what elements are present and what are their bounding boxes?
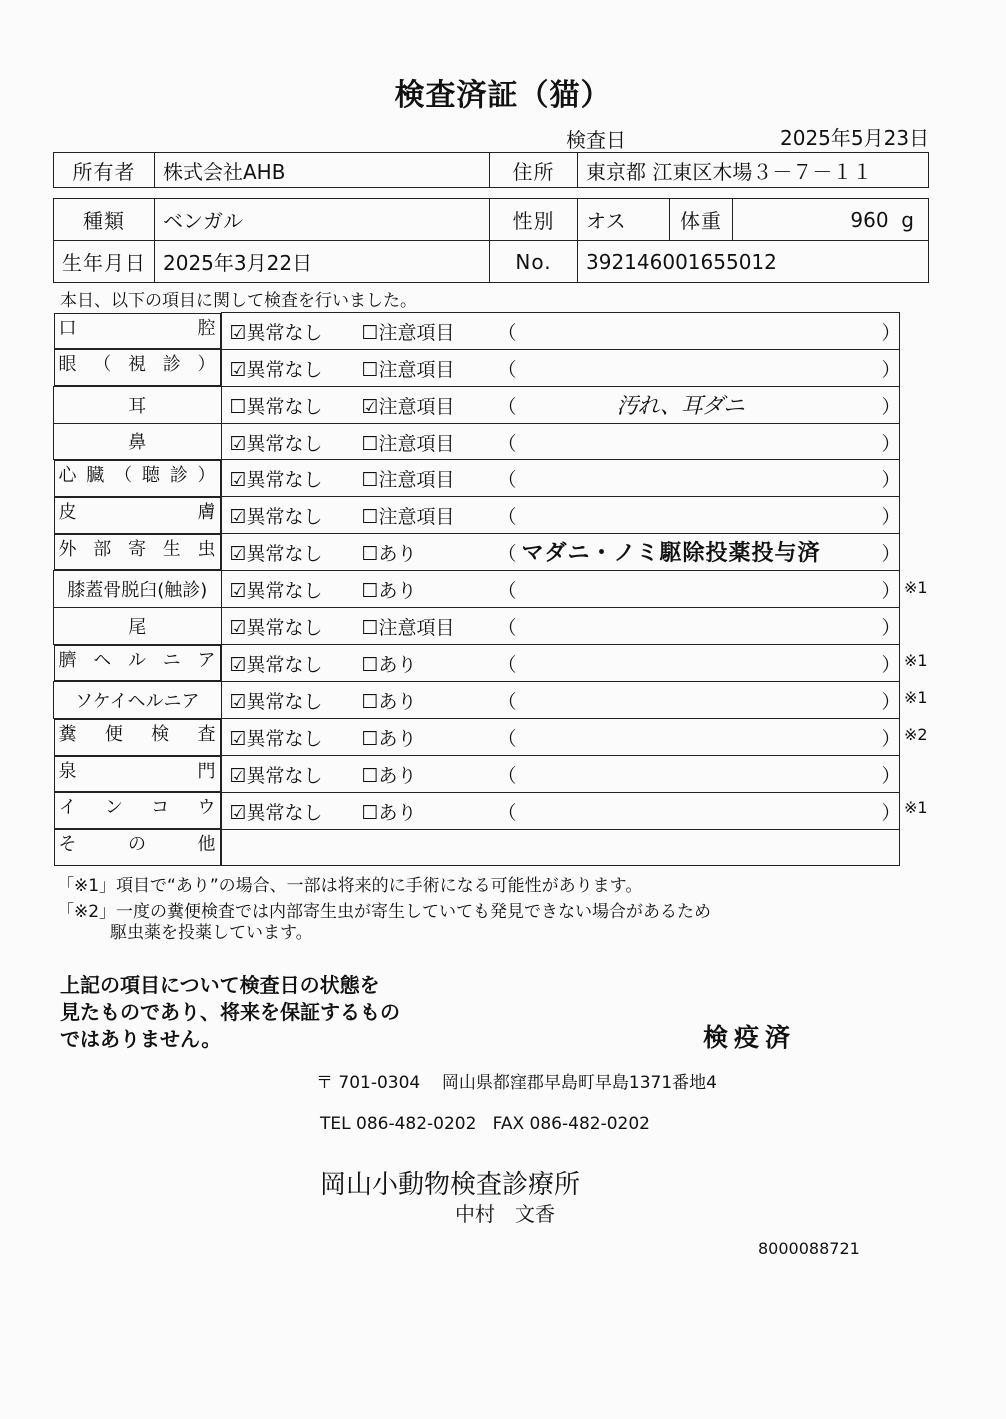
item-label: 眼 （ 視 診 ） (54, 349, 221, 386)
checkbox-icon: ☑ (229, 653, 247, 676)
disclaimer-line: 見たものであり、将来を保証するもの (60, 1000, 400, 1024)
paren-close: ） (881, 543, 901, 566)
attention-option[interactable]: ☐あり (361, 691, 417, 714)
item-label: そ の 他 (54, 829, 221, 866)
attention-option[interactable]: ☐あり (361, 653, 417, 676)
inspection-row (54, 313, 900, 350)
clinic-address: 岡山県都窪郡早島町早島1371番地4 (441, 1073, 717, 1093)
postal-code: 〒 701-0304 (316, 1073, 421, 1093)
checkbox-icon: ☑ (229, 358, 247, 381)
checkbox-icon: ☐ (361, 691, 379, 714)
attention-option[interactable]: ☑注意項目 (361, 395, 455, 418)
paren-close: ） (881, 801, 901, 824)
tel: TEL 086-482-0202 (320, 1114, 477, 1134)
paren-close: ） (881, 395, 901, 418)
checkbox-icon: ☑ (229, 691, 247, 714)
footnote-mark: ※1 (904, 651, 928, 671)
paren-close: ） (881, 765, 901, 788)
item-label: 鼻 (54, 423, 222, 460)
footnote-2: 「※2」一度の糞便検査では内部寄生虫が寄生していても発見できない場合があるため (57, 902, 712, 922)
weight-cell (733, 199, 929, 241)
address-label: 住所 (490, 153, 578, 188)
paren-close: ） (881, 691, 901, 714)
inspection-row (54, 756, 900, 793)
checkbox-icon: ☑ (229, 432, 247, 455)
checkbox-icon: ☐ (361, 653, 379, 676)
disclaimer-line: 上記の項目について検査日の状態を (60, 973, 380, 997)
attention-option[interactable]: ☐あり (361, 580, 417, 603)
normal-option[interactable]: ☑異常なし (229, 469, 323, 492)
inspection-row (54, 571, 900, 608)
clinic-name: 岡山小動物検査診療所 (320, 1170, 581, 1200)
checkbox-icon: ☑ (361, 395, 379, 418)
breed-value: ベンガル (155, 199, 490, 241)
checkbox-icon: ☑ (229, 765, 247, 788)
item-result (221, 682, 900, 719)
breed-label: 種類 (54, 199, 155, 241)
paren-open: （ (497, 432, 517, 455)
item-result (221, 792, 900, 829)
sex-value: オス (578, 199, 670, 241)
inspection-row (54, 792, 900, 829)
paren-close: ） (881, 580, 901, 603)
inspection-row (54, 423, 900, 460)
item-result (221, 571, 900, 608)
intro-text: 本日、以下の項目に関して検査を行いました。 (60, 291, 417, 311)
item-result (221, 349, 900, 386)
attention-option[interactable]: ☐あり (361, 728, 417, 751)
paren-open: （ (497, 543, 517, 566)
attention-option[interactable]: ☐注意項目 (361, 506, 455, 529)
inspection-row (54, 386, 900, 423)
paren-close: ） (881, 617, 901, 639)
paren-close: ） (881, 506, 901, 529)
normal-option[interactable]: ☑異常なし (229, 543, 323, 566)
footnote-mark: ※1 (904, 798, 928, 818)
owner-table (53, 152, 929, 188)
inspection-row (54, 608, 900, 645)
attention-option[interactable]: ☐あり (361, 765, 417, 788)
item-result (221, 719, 900, 756)
paren-open: （ (497, 617, 517, 639)
weight-unit: g (901, 207, 914, 232)
item-result (221, 608, 900, 645)
paren-close: ） (881, 469, 901, 492)
inspection-row (54, 349, 900, 386)
inspection-table (53, 312, 900, 866)
normal-option[interactable]: ☑異常なし (229, 728, 323, 751)
checkbox-icon: ☑ (229, 580, 247, 603)
inspection-row (54, 682, 900, 719)
exam-date: 2025年5月23日 (780, 126, 930, 150)
checkbox-icon: ☐ (229, 395, 247, 418)
footnote-mark: ※1 (904, 577, 928, 597)
disclaimer-line: ではありません。 (60, 1027, 222, 1051)
footnote-2-cont: 駆虫薬を投薬しています。 (110, 923, 313, 943)
normal-option[interactable]: ☑異常なし (229, 358, 323, 381)
item-result (221, 313, 900, 350)
attention-option[interactable]: ☐あり (361, 801, 417, 824)
checkbox-icon: ☑ (229, 543, 247, 566)
normal-option[interactable]: ☑異常なし (229, 765, 323, 788)
attention-option[interactable]: ☐注意項目 (361, 358, 455, 381)
paren-close: ） (881, 322, 901, 344)
checkbox-icon: ☐ (361, 506, 379, 529)
paren-open: （ (497, 322, 517, 344)
contact-line (320, 1114, 650, 1134)
item-label: ソケイヘルニア (54, 682, 222, 719)
checkbox-icon: ☐ (361, 358, 379, 381)
attention-option[interactable]: ☐注意項目 (361, 617, 455, 639)
paren-close: ） (881, 358, 901, 381)
inspection-row (54, 534, 900, 571)
item-result (221, 756, 900, 793)
paren-close: ） (881, 728, 901, 751)
vet-name: 中村 文香 (455, 1202, 555, 1226)
inspection-row (54, 460, 900, 497)
fax: FAX 086-482-0202 (492, 1114, 650, 1134)
checkbox-icon: ☐ (361, 765, 379, 788)
checkbox-icon: ☑ (229, 322, 247, 344)
paren-open: （ (497, 506, 517, 529)
item-label: 膝蓋骨脱臼(触診) (54, 571, 222, 608)
exam-date-label: 検査日 (566, 128, 626, 152)
other-field[interactable] (221, 829, 900, 866)
address-value: 東京都 江東区木場３－７－１１ (578, 153, 929, 188)
paren-open: （ (497, 469, 517, 492)
item-label: 心 臓 （ 聴 診 ） (54, 460, 221, 497)
item-note: マダニ・ノミ駆除投薬投与済 (521, 541, 821, 567)
attention-option[interactable]: ☐注意項目 (361, 432, 455, 455)
checkbox-icon: ☐ (361, 801, 379, 824)
normal-option[interactable]: ☑異常なし (229, 617, 323, 639)
item-label: イ ン コ ウ (54, 792, 221, 829)
no-value: 392146001655012 (578, 241, 929, 283)
paren-open: （ (497, 765, 517, 788)
checkbox-icon: ☑ (229, 469, 247, 492)
attention-option[interactable]: ☐注意項目 (361, 469, 455, 492)
footnote-mark: ※2 (904, 724, 928, 744)
item-label: 糞 便 検 査 (54, 719, 221, 756)
paren-open: （ (497, 728, 517, 751)
normal-option[interactable]: ☑異常なし (229, 691, 323, 714)
paren-close: ） (881, 653, 901, 676)
item-result (221, 460, 900, 497)
checkbox-icon: ☑ (229, 617, 247, 639)
item-label: 尾 (54, 608, 222, 645)
item-label: 臍 ヘ ル ニ ア (54, 645, 221, 682)
normal-option[interactable]: ☑異常なし (229, 322, 323, 344)
item-label: 耳 (54, 386, 222, 423)
checkbox-icon: ☐ (361, 543, 379, 566)
checkbox-icon: ☑ (229, 506, 247, 529)
owner-value: 株式会社AHB (155, 153, 490, 188)
birth-value: 2025年3月22日 (155, 241, 490, 283)
inspection-row (54, 644, 900, 682)
checkbox-icon: ☑ (229, 728, 247, 751)
paren-open: （ (497, 653, 517, 676)
item-label: 泉 門 (54, 756, 221, 793)
item-result (221, 386, 900, 423)
item-note: 汚れ、耳ダニ (616, 393, 744, 419)
page-title: 検査済証（猫） (394, 78, 612, 113)
checkbox-icon: ☐ (361, 580, 379, 603)
item-result (221, 423, 900, 460)
paren-open: （ (497, 580, 517, 603)
footnote-1: 「※1」項目で“あり”の場合、一部は将来的に手術になる可能性があります。 (57, 876, 643, 896)
weight-value: 960 (850, 207, 889, 232)
owner-label: 所有者 (54, 153, 155, 188)
paren-open: （ (497, 395, 517, 418)
item-label: 皮 膚 (54, 497, 221, 534)
normal-option[interactable]: ☑異常なし (229, 801, 323, 824)
checkbox-icon: ☐ (361, 469, 379, 492)
item-result (221, 534, 900, 571)
no-label: No. (490, 241, 578, 283)
weight-label: 体重 (670, 199, 733, 241)
disclaimer (60, 972, 400, 1053)
checkbox-icon: ☐ (361, 432, 379, 455)
normal-option[interactable]: ☑異常なし (229, 506, 323, 529)
checkbox-icon: ☐ (361, 322, 379, 344)
checkbox-icon: ☐ (361, 728, 379, 751)
birth-label: 生年月日 (54, 241, 155, 283)
normal-option[interactable]: ☑異常なし (229, 580, 323, 603)
paren-open: （ (497, 358, 517, 381)
checkbox-icon: ☑ (229, 801, 247, 824)
item-result (221, 644, 900, 682)
checkbox-icon: ☐ (361, 617, 379, 639)
normal-option[interactable]: ☑異常なし (229, 432, 323, 455)
attention-option[interactable]: ☐注意項目 (361, 322, 455, 344)
item-label: 外 部 寄 生 虫 (54, 534, 221, 571)
inspection-stamp: 検疫済 (703, 1023, 797, 1052)
paren-open: （ (497, 691, 517, 714)
paren-close: ） (881, 432, 901, 455)
normal-option[interactable]: ☑異常なし (229, 653, 323, 676)
sex-label: 性別 (490, 199, 578, 241)
inspection-row-other (54, 829, 900, 866)
serial-number: 8000088721 (758, 1239, 860, 1258)
footnote-mark: ※1 (904, 688, 928, 707)
item-result (221, 497, 900, 534)
item-label: 口 腔 (54, 313, 221, 350)
animal-table (53, 198, 929, 283)
attention-option[interactable]: ☐あり (361, 543, 417, 566)
clinic-address-line (316, 1068, 717, 1093)
inspection-row (54, 497, 900, 534)
inspection-row (54, 719, 900, 756)
paren-open: （ (497, 801, 517, 824)
normal-option[interactable]: ☐異常なし (229, 395, 323, 418)
